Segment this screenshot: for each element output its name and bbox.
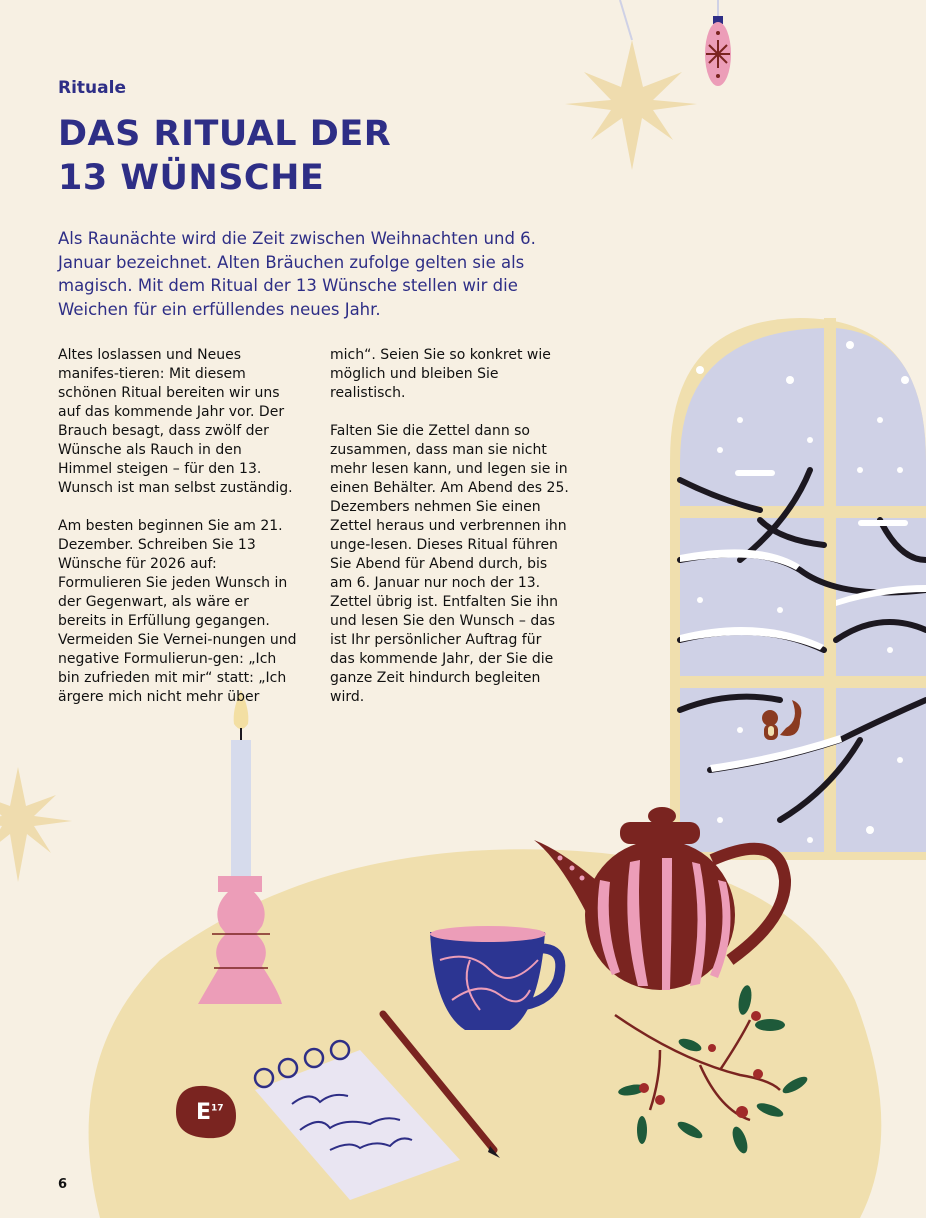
- body-paragraph: Altes loslassen und Neues manifes-tieren: Mit diesem schönen Ritual bereiten wir uns auf das kommende Jahr vor. Der Brauch besagt, dass zwölf der Wünsche als Rauch in den Himmel steigen – für den 13. Wunsch ist man selbst zuständig.: [58, 347, 293, 496]
- badge-superscript: 17: [211, 1103, 224, 1114]
- title-line-1: DAS RITUAL DER: [58, 114, 392, 154]
- intro-paragraph: Als Raunächte wird die Zeit zwischen Weihnachten und 6. Januar bezeichnet. Alten Bräuchen zufolge gelten sie als magisch. Mit dem Ritual der 13 Wünsche stellen wir die Weichen für ein erfüllendes neues Jahr.: [58, 229, 536, 319]
- body-paragraph: Am besten beginnen Sie am 21. Dezember. Schreiben Sie 13 Wünsche für 2026 auf: Formulieren Sie jeden Wunsch in der Gegenwart, als wäre er bereits in Erfüllung gegangen. Vermeiden Sie Vernei-nungen und negative Formulierun-gen: „Ich bin zufrieden mit mir“ statt: „Ich ärgere mich nicht mehr über: [58, 518, 297, 705]
- body-paragraph: mich“. Seien Sie so konkret wie möglich und bleiben Sie realistisch.: [330, 347, 551, 401]
- section-kicker: Rituale: [58, 78, 126, 98]
- body-paragraph: Falten Sie die Zettel dann so zusammen, dass man sie nicht mehr lesen kann, und legen sie in einen Behälter. Am Abend des 25. Dezembers nehmen Sie einen Zettel heraus und verbrennen ihn unge-lesen. Dieses Ritual führen Sie Abend für Abend durch, bis am 6. Januar nur noch der 13. Zettel übrig ist. Entfalten Sie ihn und lesen Sie den Wunsch – das ist Ihr persönlicher Auftrag für das kommende Jahr, der Sie die ganze Zeit hindurch begleiten wird.: [330, 423, 569, 705]
- body-column-2: [330, 346, 570, 726]
- table: [89, 849, 882, 1218]
- page-number: 6: [58, 1177, 68, 1192]
- star-icon: [565, 40, 697, 170]
- badge-letter: E: [196, 1100, 212, 1125]
- window: [670, 318, 926, 860]
- page-title: [58, 112, 391, 200]
- body-column-1: [58, 346, 298, 726]
- title-line-2: 13 WÜNSCHE: [58, 158, 325, 198]
- badge-label: [196, 1100, 224, 1125]
- star-icon: [0, 767, 72, 882]
